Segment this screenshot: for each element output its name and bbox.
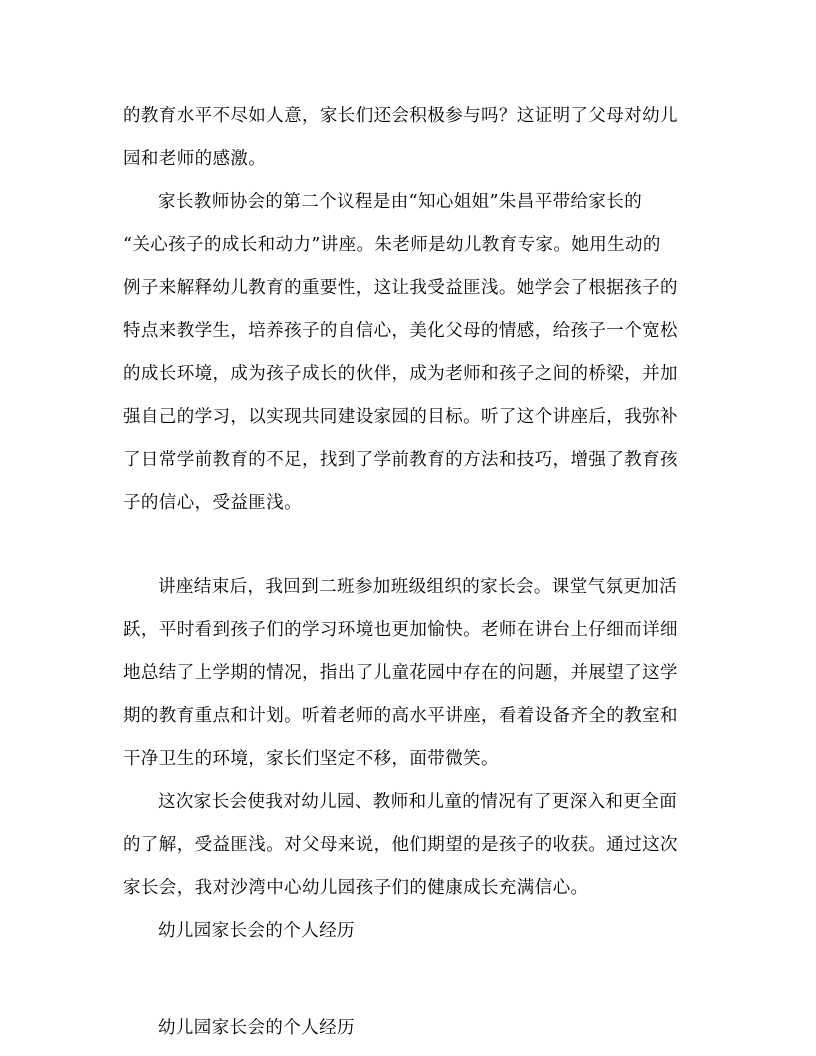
text-line: 例子来解释幼儿教育的重要性，这让我受益匪浅。她学会了根据孩子的 [123, 278, 678, 298]
text-line: 期的教育重点和计划。听着老师的高水平讲座，看着设备齐全的教室和 [123, 706, 678, 726]
text-line: 的教育水平不尽如人意，家长们还会积极参与吗？这证明了父母对幼儿 [123, 106, 678, 126]
text-line: 家长会，我对沙湾中心幼儿园孩子们的健康成长充满信心。 [123, 878, 589, 898]
text-line: “关心孩子的成长和动力”讲座。朱老师是幼儿教育专家。她用生动的 [123, 235, 661, 255]
text-line: 特点来教学生，培养孩子的自信心，美化父母的情感，给孩子一个宽松 [123, 321, 678, 341]
text-line: 干净卫生的环境，家长们坚定不移，面带微笑。 [123, 749, 499, 769]
text-line: 了日常学前教育的不足，找到了学前教育的方法和技巧，增强了教育孩 [123, 450, 678, 470]
text-line: 跃，平时看到孩子们的学习环境也更加愉快。老师在讲台上仔细而详细 [123, 620, 678, 640]
text-line: 地总结了上学期的情况，指出了儿童花园中存在的问题，并展望了这学 [123, 663, 678, 683]
paragraph-start: 家长教师协会的第二个议程是由“知心姐姐”朱昌平带给家长的 [158, 192, 643, 212]
section-heading: 幼儿园家长会的个人经历 [158, 1018, 355, 1038]
paragraph-start: 讲座结束后，我回到二班参加班级组织的家长会。课堂气氛更加活 [158, 577, 678, 597]
text-line: 的成长环境，成为孩子成长的伙伴，成为老师和孩子之间的桥梁，并加 [123, 364, 678, 384]
paragraph-start: 这次家长会使我对幼儿园、教师和儿童的情况有了更深入和更全面 [158, 792, 678, 812]
section-heading: 幼儿园家长会的个人经历 [158, 921, 355, 941]
text-line: 子的信心，受益匪浅。 [123, 493, 302, 513]
text-line: 的了解，受益匪浅。对父母来说，他们期望的是孩子的收获。通过这次 [123, 835, 678, 855]
text-line: 强自己的学习，以实现共同建设家园的目标。听了这个讲座后，我弥补 [123, 407, 678, 427]
text-line: 园和老师的感激。 [123, 149, 267, 169]
